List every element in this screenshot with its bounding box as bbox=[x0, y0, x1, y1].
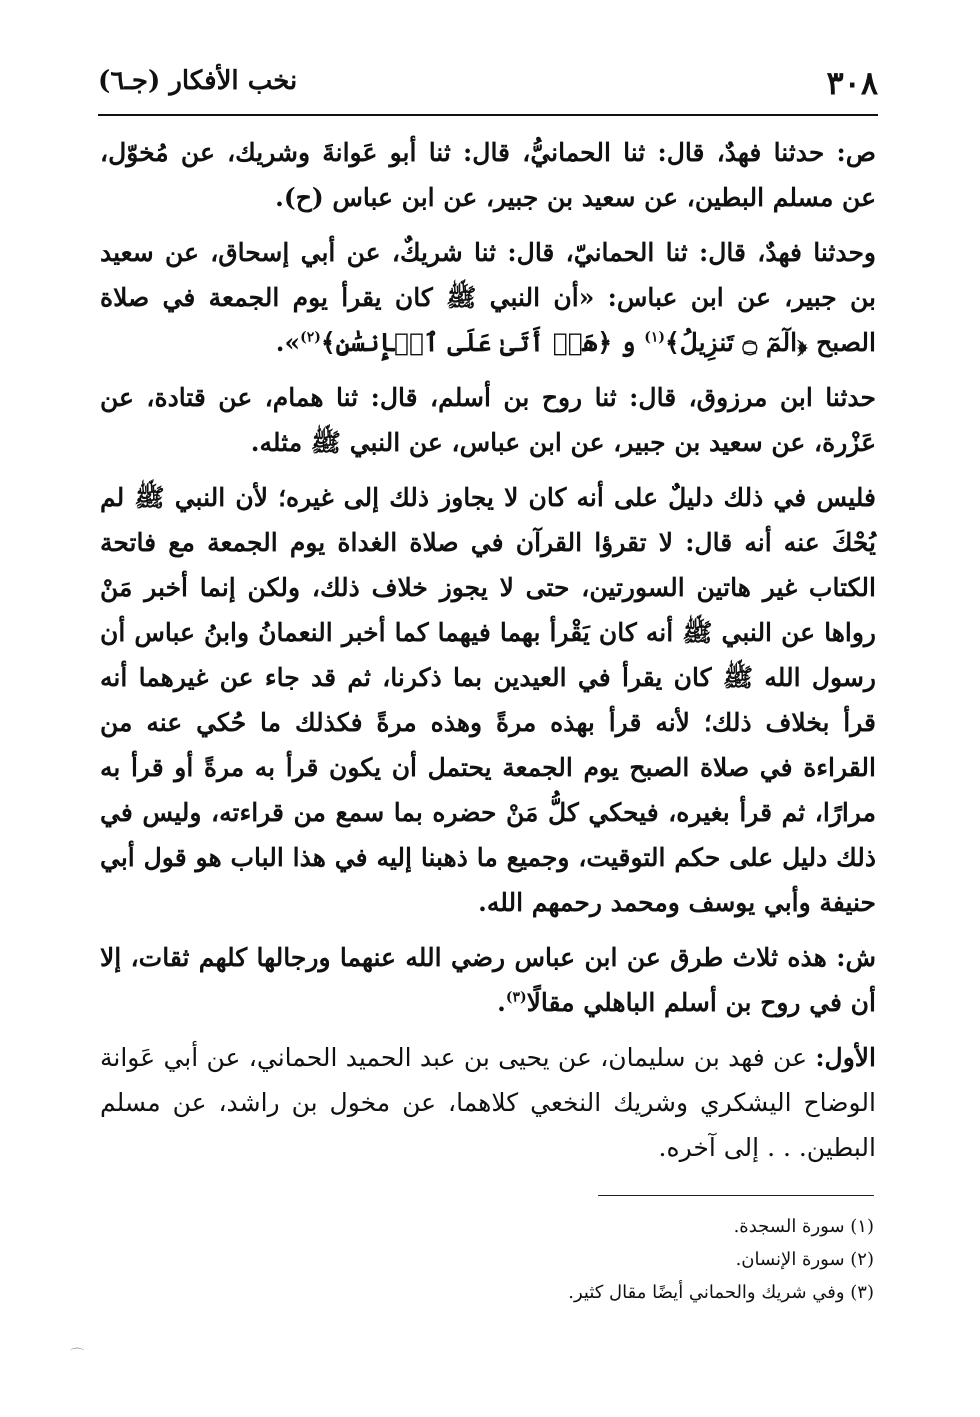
footnote-rule bbox=[598, 1195, 874, 1196]
paragraph-6 bbox=[100, 1035, 876, 1170]
footnotes bbox=[300, 1210, 874, 1309]
header-rule bbox=[98, 114, 878, 116]
main-text bbox=[100, 130, 876, 1180]
paragraph-4 bbox=[100, 475, 876, 925]
footnote-3: (٣) وفي شريك والحماني أيضًا مقال كثير. bbox=[568, 1282, 874, 1303]
paragraph-2-mid: و ﴿هَلۡ أَتَىٰ عَلَى ٱلۡإِنسَٰنِ﴾ bbox=[320, 328, 636, 357]
paragraph-1 bbox=[100, 130, 876, 220]
paragraph-1-text: حدثنا فهدٌ، قال: ثنا الحمانيُّ، قال: ثنا أبو عَوانةَ وشريك، عن مُخوّل، عن مسلم البطين، عن سعيد بن جبير، عن ابن عباس (ح). bbox=[100, 138, 876, 212]
paragraph-2 bbox=[100, 230, 876, 365]
paragraph-5 bbox=[100, 935, 876, 1025]
shin-label: ش: bbox=[836, 943, 876, 972]
paragraph-2-text: وحدثنا فهدٌ، قال: ثنا الحمانيّ، قال: ثنا شريكٌ، عن أبي إسحاق، عن سعيد بن جبير، عن ابن عباس: «أن النبي ﷺ كان يقرأ يوم الجمعة في صلاة الصبح ﴿الٓمٓ ۝ تَنزِيلُ﴾ bbox=[100, 238, 876, 357]
book-title: نخب الأفكار (جـ٦) bbox=[98, 66, 298, 96]
page-number: ٣٠٨ bbox=[826, 64, 878, 102]
paragraph-6-text: عن فهد بن سليمان، عن يحيى بن عبد الحميد الحماني، عن أبي عَوانة الوضاح اليشكري وشريك النخعي كلاهما، عن مخول بن راشد، عن مسلم البطين. . . إلى آخره. bbox=[100, 1043, 876, 1162]
paragraph-3-text: حدثنا ابن مرزوق، قال: ثنا روح بن أسلم، قال: ثنا همام، عن قتادة، عن عَزْرة، عن سعيد بن جبير، عن ابن عباس، عن النبي ﷺ مثله. bbox=[100, 383, 876, 457]
footnote-ref-2: (٢) bbox=[300, 329, 321, 346]
scan-mark: ⌒ bbox=[70, 1348, 84, 1364]
paragraph-4-text: فليس في ذلك دليلٌ على أنه كان لا يجاوز ذلك إلى غيره؛ لأن النبي ﷺ لم يُحْكَ عنه أنه قال: لا تقرؤا القرآن في صلاة الغداة يوم الجمعة مع فاتحة الكتاب غير هاتين السورتين، حتى لا يجوز خلاف ذلك، ولكن إنما أخبر مَنْ رواها عن النبي ﷺ أنه كان يَقْرأ بهما فيهما كما أخبر النعمانُ وابنُ عباس أن رسول الله ﷺ كان يقرأ في العيدين بما ذكرنا، ثم قد جاء عن غيرهما أنه قرأ بخلاف ذلك؛ لأنه قرأ بهذه مرةً وهذه مرةً فكذلك ما حُكي عنه من القراءة في صلاة الصبح يوم الجمعة يحتمل أن يكون قرأ به مرةً أو قرأ به مرارًا، ثم قرأ بغيره، فيحكي كلُّ مَنْ حضره بما سمع من قراءته، وليس في ذلك دليل على حكم التوقيت، وجميع ما ذهبنا إليه في هذا الباب هو قول أبي حنيفة وأبي يوسف ومحمد رحمهم الله. bbox=[100, 483, 876, 917]
footnote-ref-1: (١) bbox=[644, 329, 665, 346]
page-header bbox=[98, 58, 878, 108]
footnote-1: (١) سورة السجدة. bbox=[733, 1216, 874, 1237]
sad-label: ص: bbox=[836, 138, 876, 167]
paragraph-2-end: ». bbox=[275, 328, 301, 357]
paragraph-5-text: هذه ثلاث طرق عن ابن عباس رضي الله عنهما ورجالها كلهم ثقات، إلا أن في روح بن أسلم الباهلي مقالًا bbox=[100, 943, 876, 1017]
footnote-ref-3: (٣) bbox=[505, 989, 527, 1006]
first-label: الأول: bbox=[815, 1043, 876, 1072]
paragraph-3 bbox=[100, 375, 876, 465]
paragraph-5-end: . bbox=[497, 988, 506, 1017]
footnote-2: (٢) سورة الإنسان. bbox=[735, 1249, 874, 1270]
